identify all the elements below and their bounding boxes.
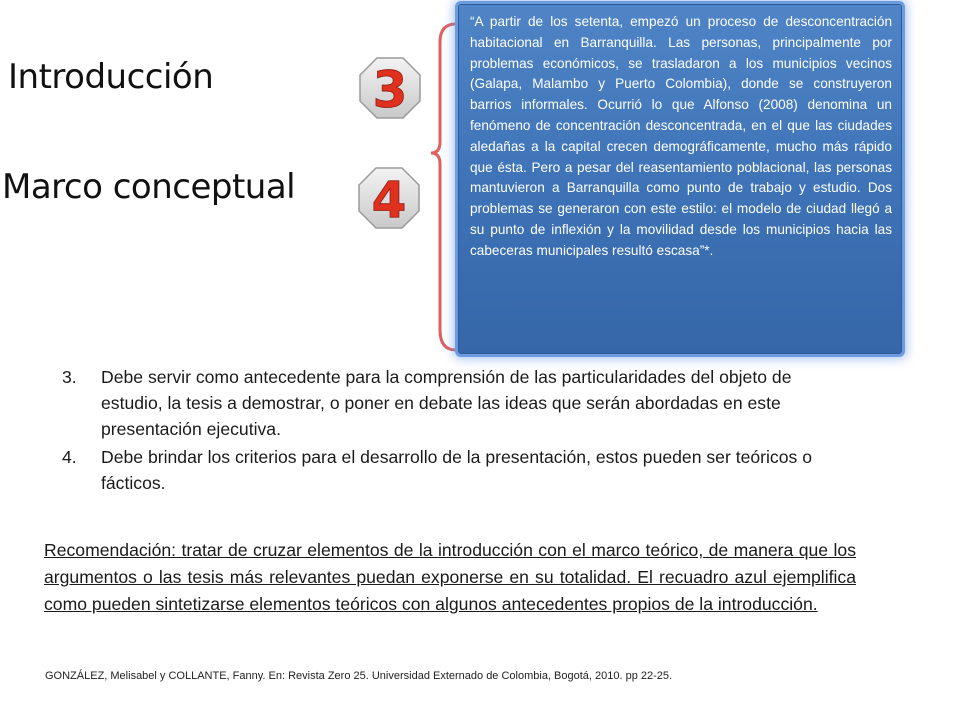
quote-box [458,4,902,354]
number-4-badge [357,166,421,230]
recommendation-text: Recomendación: tratar de cruzar elementos de la introducción con el marco teórico, de manera que los argumentos o las tesis más relevantes puedan exponerse en su totalidad. El recuadro azul ejemplifica como pueden sintetizarse elementos teóricos con algunos antecedentes propios de la introducción. [44,540,856,614]
list-item-text: Debe brindar los criterios para el desarrollo de la presentación, estos pueden ser teóricos o fácticos. [101,447,812,493]
number-4-label: 4 [371,171,407,229]
list-item-text: Debe servir como antecedente para la comprensión de las particularidades del objeto de estudio, la tesis a demostrar, o poner en debate las ideas que serán abordadas en este presentación ejecutiva. [101,367,792,439]
list-item-number: 4. [62,447,77,467]
list-item-number: 3. [62,367,77,387]
number-3-label: 3 [372,61,408,119]
quote-text: “A partir de los setenta, empezó un proceso de desconcentración habitacional en Barranquilla. Las personas, principalmente por problemas económicos, se trasladaron a los municipios vecinos (Galapa, Malambo y Puerto Colombia), donde se construyeron barrios informales. Ocurrió lo que Alfonso (2008) denomina un fenómeno de concentración desconcentrada, en el que las ciudades aledañas a la capital crecen demográficamente, mucho más rápido que ésta. Pero a pesar del reasentamiento poblacional, las personas mantuvieron a Barranquilla como punto de trabajo y estudio. Dos problemas se generaron con este estilo: el modelo de ciudad llegó a su punto de inflexión y la movilidad desde los municipios hacia las cabeceras municipales resultó escasa”*. [470,14,892,258]
criteria-list [62,364,852,498]
marco-conceptual-heading: Marco conceptual [2,167,296,207]
number-3-badge [358,56,422,120]
introduccion-heading: Introducción [8,57,214,97]
citation-footnote: GONZÁLEZ, Melisabel y COLLANTE, Fanny. En: Revista Zero 25. Universidad Externado de Colombia, Bogotá, 2010. pp 22-25. [45,670,673,682]
list-item [62,444,852,496]
list-item [62,364,852,442]
